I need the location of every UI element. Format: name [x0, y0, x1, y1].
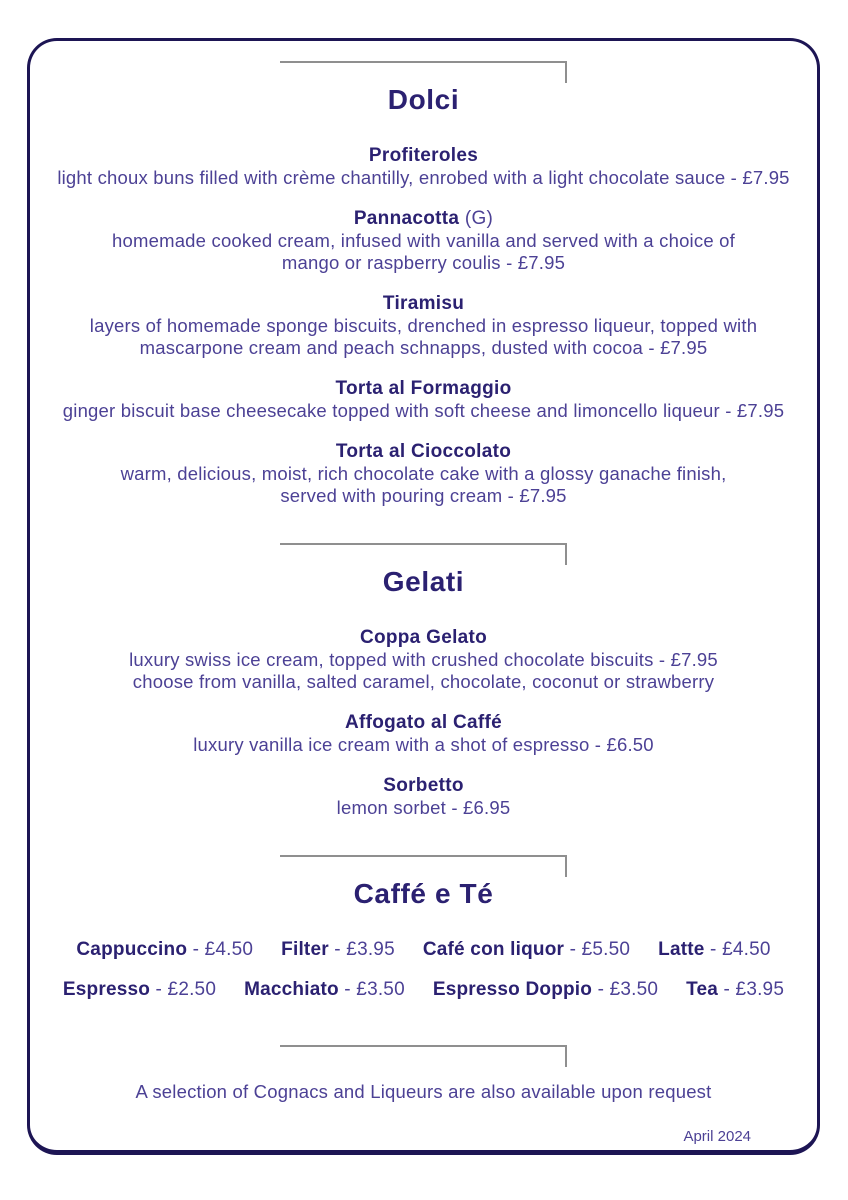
item-name: [30, 775, 817, 797]
menu-item: [30, 441, 817, 507]
item-name: [30, 378, 817, 400]
item-name-text: Pannacotta: [353, 208, 460, 229]
drink-item: [658, 939, 770, 960]
item-name-text: Coppa Gelato: [359, 627, 488, 648]
item-suffix: (G): [459, 208, 494, 229]
menu-item: [30, 208, 817, 274]
menu-border-frame: [27, 38, 820, 1155]
footer-divider: [280, 1045, 567, 1067]
drink-price: - £2.50: [150, 979, 217, 1000]
menu-sections: [30, 61, 817, 1001]
item-desc-line: luxury swiss ice cream, topped with crushed chocolate biscuits - £7.95: [129, 649, 718, 670]
drink-name: Cappuccino: [76, 939, 188, 960]
drink-price: - £3.50: [338, 979, 405, 1000]
item-name-text: Torta al Cioccolato: [335, 441, 512, 462]
item-desc-line: ginger biscuit base cheesecake topped with soft cheese and limoncello liqueur - £7.95: [62, 400, 785, 421]
item-desc-line: lemon sorbet - £6.95: [336, 797, 511, 818]
section-title: Caffé e Té: [353, 878, 494, 909]
item-desc-line: served with pouring cream - £7.95: [280, 485, 567, 506]
item-name: [30, 627, 817, 649]
item-desc-line: choose from vanilla, salted caramel, chocolate, coconut or strawberry: [132, 671, 715, 692]
drink-price: - £3.95: [718, 979, 785, 1000]
item-desc-line: warm, delicious, moist, rich chocolate cake with a glossy ganache finish,: [120, 463, 727, 484]
item-desc-line: mango or raspberry coulis - £7.95: [281, 252, 566, 273]
footer-note: A selection of Cognacs and Liqueurs are also available upon request: [135, 1081, 712, 1102]
item-name-text: Profiteroles: [368, 145, 479, 166]
item-name-text: Affogato al Caffé: [344, 712, 503, 733]
drink-name: Macchiato: [244, 979, 339, 1000]
section-divider: [280, 61, 567, 83]
drink-row: [30, 979, 817, 1001]
drink-item: [686, 979, 784, 1000]
drink-item: [281, 939, 395, 960]
drink-price: - £3.95: [328, 939, 395, 960]
item-name-text: Torta al Formaggio: [335, 378, 512, 399]
item-name-text: Tiramisu: [382, 293, 465, 314]
drink-name: Espresso: [62, 979, 151, 1000]
drink-item: [244, 979, 405, 1000]
menu-date: April 2024: [683, 1128, 751, 1145]
drink-item: [76, 939, 253, 960]
menu-item: [30, 145, 817, 189]
section-divider: [280, 543, 567, 565]
item-desc-line: light choux buns filled with crème chantilly, enrobed with a light chocolate sauce - £7.95: [57, 167, 790, 188]
drink-item: [423, 939, 630, 960]
drink-row: [30, 939, 817, 961]
drink-item: [63, 979, 216, 1000]
menu-item: [30, 712, 817, 756]
item-desc-line: homemade cooked cream, infused with vanilla and served with a choice of: [112, 230, 735, 251]
menu-item: [30, 775, 817, 819]
drink-name: Espresso Doppio: [432, 979, 593, 1000]
drink-name: Latte: [658, 939, 705, 960]
section-title: Gelati: [382, 566, 465, 597]
item-name: [30, 441, 817, 463]
menu-item: [30, 378, 817, 422]
menu-item: [30, 293, 817, 359]
item-desc-line: mascarpone cream and peach schnapps, dusted with cocoa - £7.95: [139, 337, 708, 358]
item-desc-line: layers of homemade sponge biscuits, drenched in espresso liqueur, topped with: [89, 315, 758, 336]
drink-name: Filter: [281, 939, 329, 960]
item-name: [30, 145, 817, 167]
section-items: [30, 145, 817, 507]
item-name: [30, 208, 817, 230]
drink-price: - £5.50: [564, 939, 631, 960]
drink-price: - £4.50: [187, 939, 254, 960]
drink-name: Café con liquor: [422, 939, 565, 960]
drink-price: - £3.50: [592, 979, 659, 1000]
section-divider: [280, 855, 567, 877]
drink-price: - £4.50: [704, 939, 771, 960]
menu-item: [30, 627, 817, 693]
section-title: Dolci: [387, 84, 460, 115]
drink-item: [433, 979, 658, 1000]
section-items: [30, 627, 817, 819]
item-desc-line: luxury vanilla ice cream with a shot of espresso - £6.50: [193, 734, 654, 755]
drink-name: Tea: [686, 979, 719, 1000]
item-name: [30, 293, 817, 315]
item-name: [30, 712, 817, 734]
section-items: [30, 939, 817, 1001]
item-name-text: Sorbetto: [383, 775, 464, 796]
